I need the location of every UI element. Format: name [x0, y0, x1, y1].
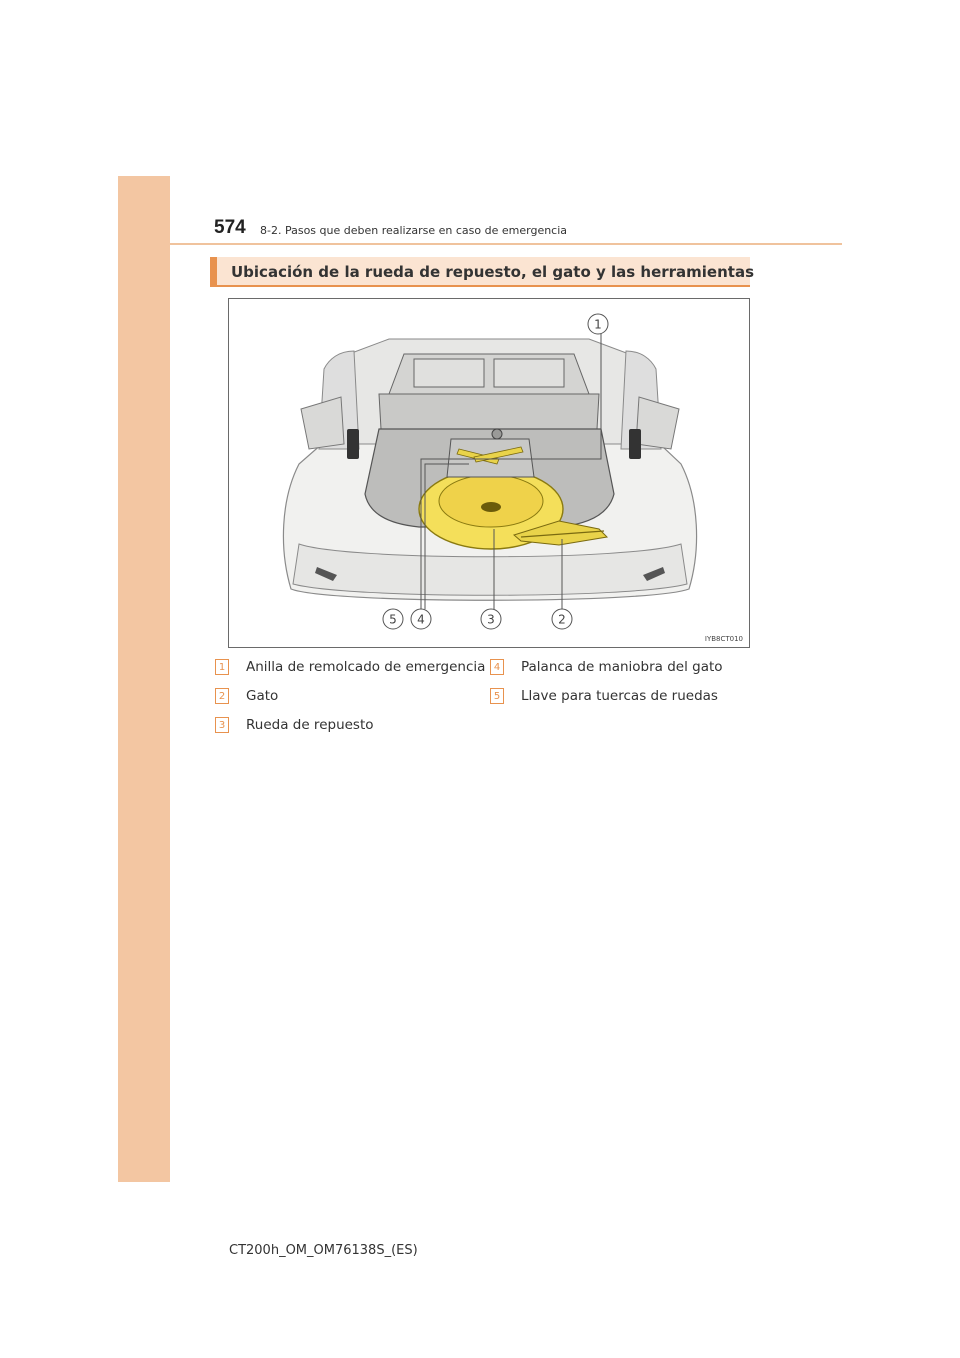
- document-code: CT200h_OM_OM76138S_(ES): [229, 1243, 418, 1258]
- legend-label: Gato: [246, 688, 279, 704]
- legend-item: [215, 685, 278, 707]
- legend-item: [490, 685, 718, 707]
- legend-number: 1: [215, 659, 229, 675]
- legend-label: Palanca de maniobra del gato: [521, 659, 723, 675]
- callout-2: [552, 609, 572, 629]
- legend-item: [215, 656, 485, 678]
- svg-text:3: 3: [487, 612, 495, 627]
- callout-5: [383, 609, 403, 629]
- section-heading-text: Ubicación de la rueda de repuesto, el gato y las herramientas: [231, 263, 755, 281]
- page-number: 574: [214, 217, 246, 238]
- towing-eyelet: [492, 429, 502, 439]
- legend-number: 5: [490, 688, 504, 704]
- spare-wheel-hub: [481, 502, 501, 512]
- legend-label: Rueda de repuesto: [246, 717, 374, 733]
- car-trunk-drawing: [229, 299, 750, 648]
- svg-text:1: 1: [594, 317, 602, 332]
- legend-item: [215, 714, 374, 736]
- legend: [210, 656, 750, 746]
- spare-wheel-rim: [439, 475, 543, 527]
- section-title: 8-2. Pasos que deben realizarse en caso de emergencia: [260, 224, 568, 237]
- callout-3: [481, 609, 501, 629]
- legend-number: 2: [215, 688, 229, 704]
- legend-item: [490, 656, 723, 678]
- storage-box: [494, 359, 564, 387]
- legend-number: 3: [215, 717, 229, 733]
- side-color-band: [118, 176, 170, 1182]
- left-latch: [347, 429, 359, 459]
- svg-text:4: 4: [417, 612, 425, 627]
- callout-1: [588, 314, 608, 334]
- section-heading: [210, 257, 755, 287]
- header-divider: [170, 243, 842, 245]
- figure-code: IYB8CT010: [704, 635, 743, 643]
- legend-number: 4: [490, 659, 504, 675]
- right-tail-light: [636, 397, 679, 449]
- left-tail-light: [301, 397, 344, 449]
- trunk-illustration: [228, 298, 750, 648]
- deck-board-front: [379, 394, 599, 429]
- legend-label: Anilla de remolcado de emergencia: [246, 659, 486, 675]
- svg-text:5: 5: [389, 612, 397, 627]
- legend-label: Llave para tuercas de ruedas: [521, 688, 718, 704]
- callout-4: [411, 609, 431, 629]
- svg-text:2: 2: [558, 612, 566, 627]
- storage-box: [414, 359, 484, 387]
- right-latch: [629, 429, 641, 459]
